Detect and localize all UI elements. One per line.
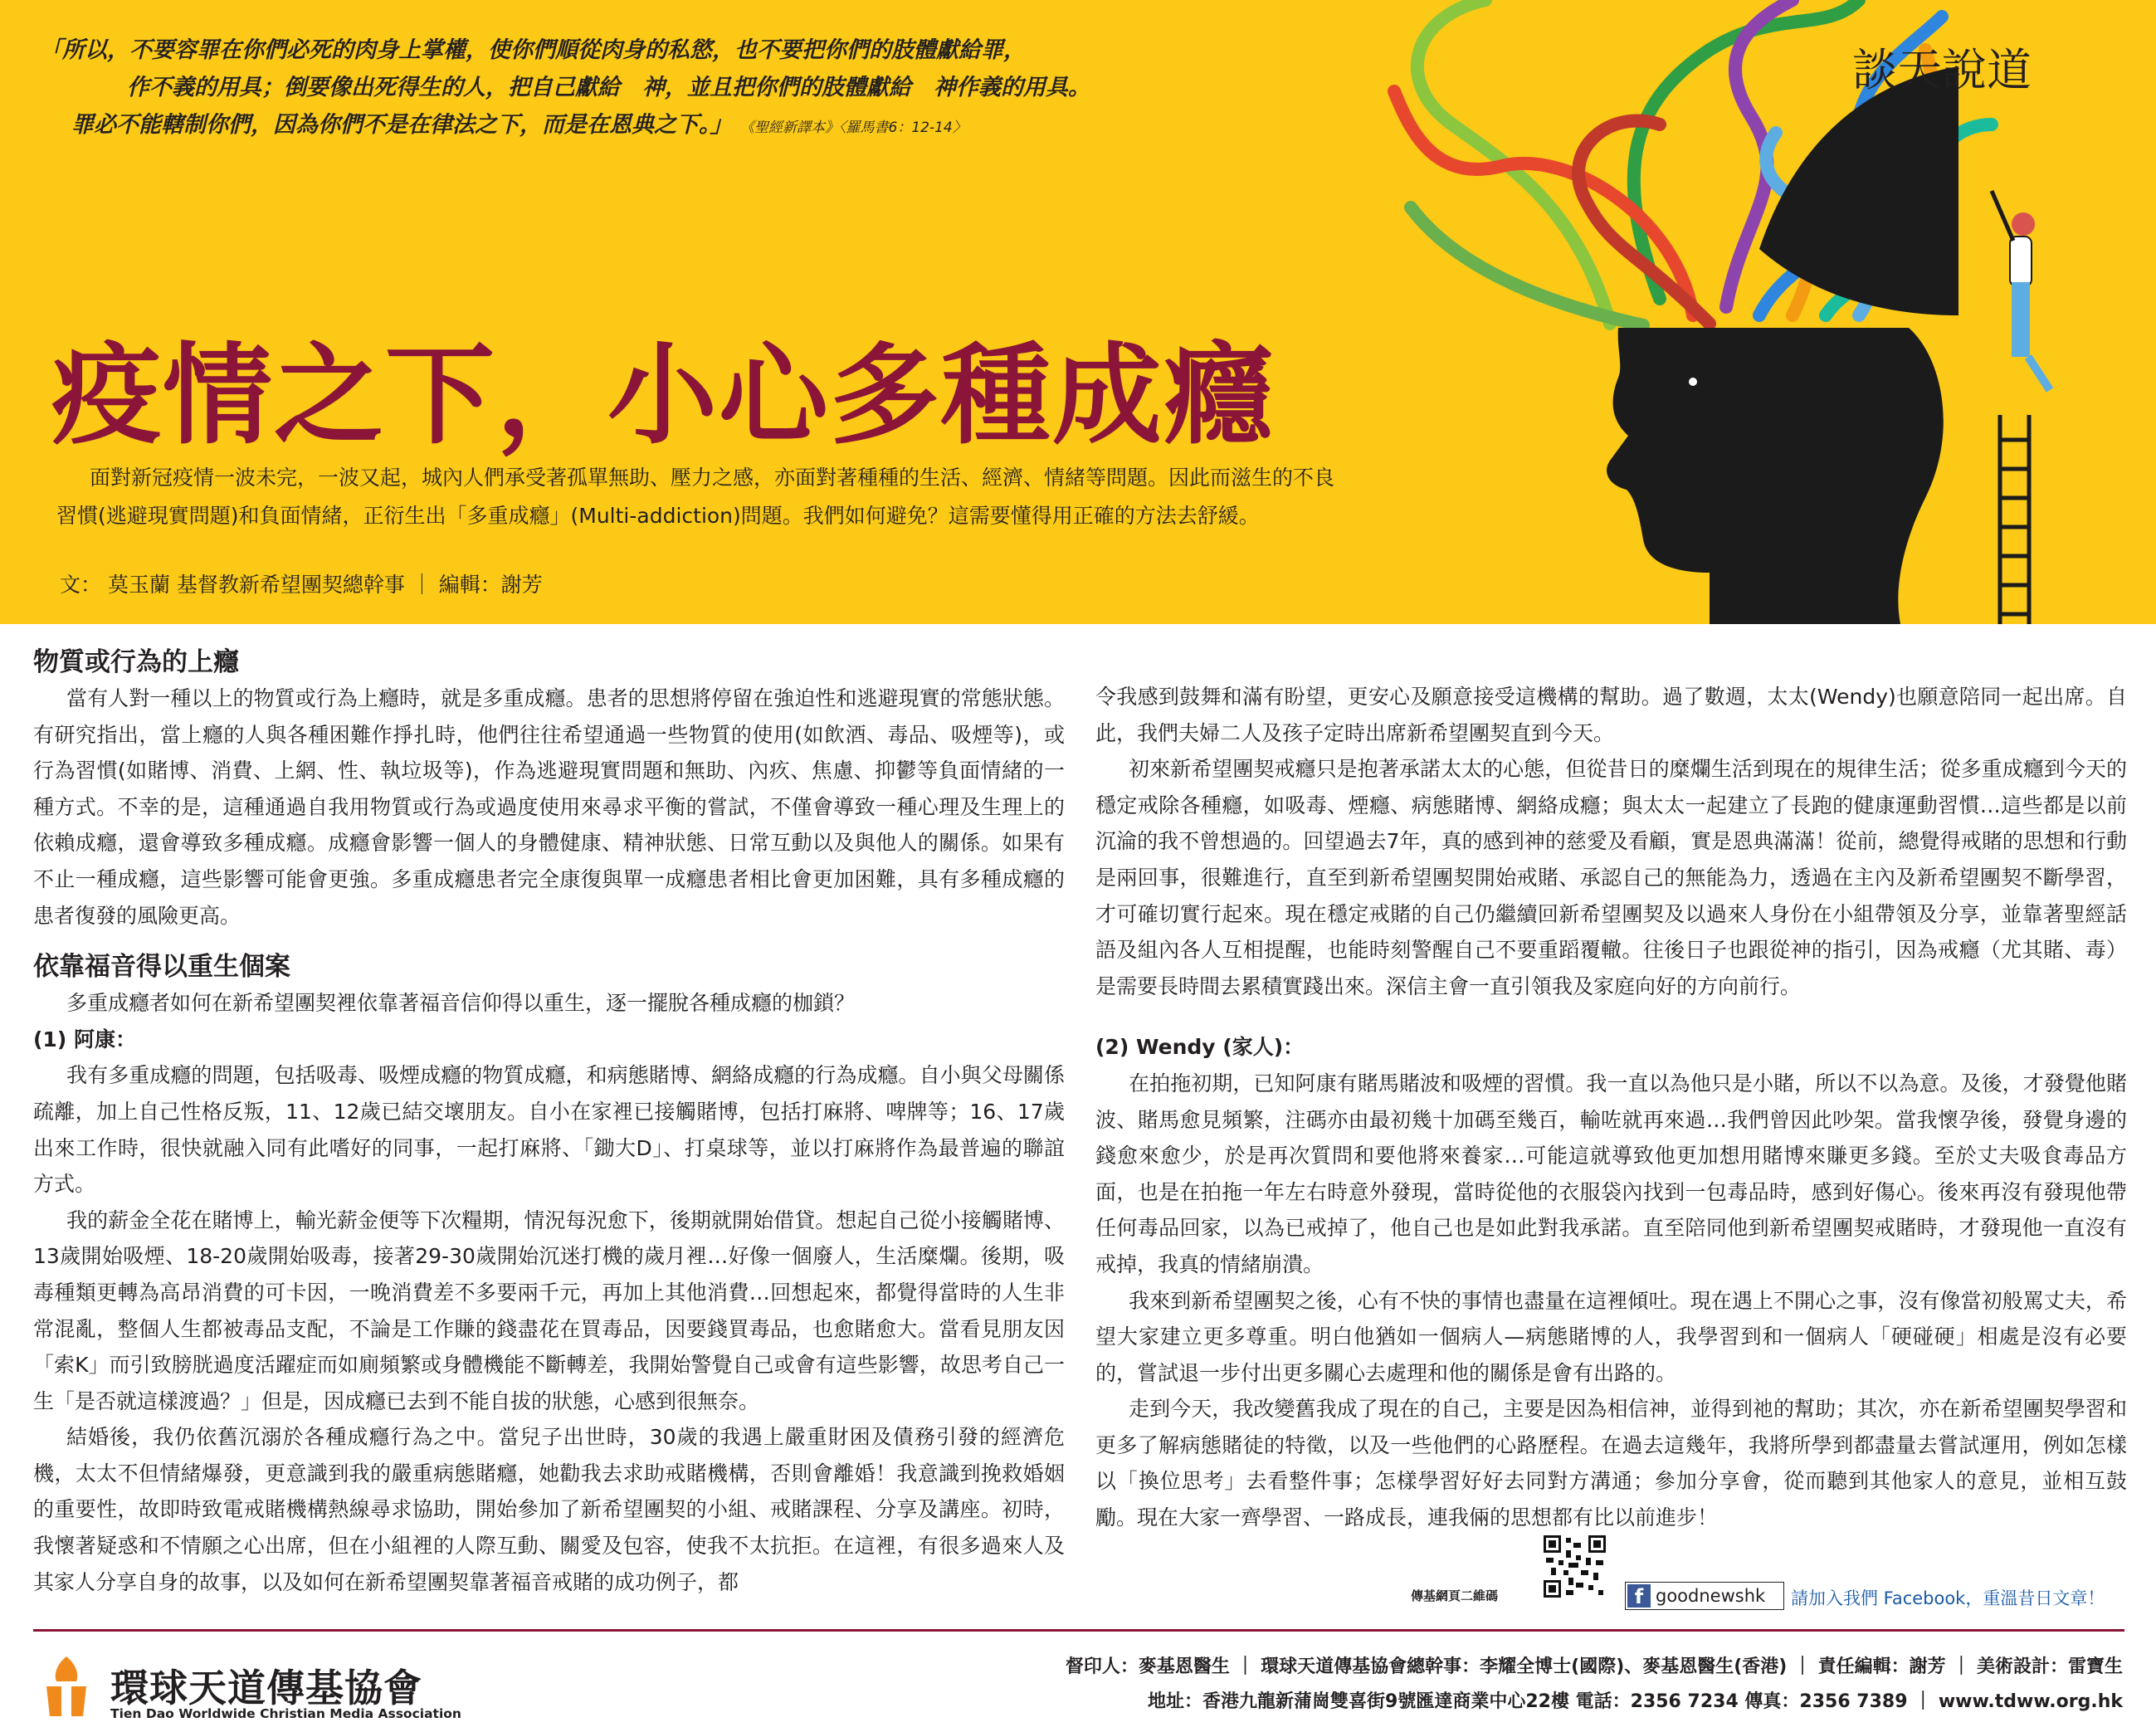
- paragraph: 令我感到鼓舞和滿有盼望，更安心及願意接受這機構的幫助。過了數週，太太(Wendy)也願意陪同一起出席。自此，我們夫婦二人及孩子定時出席新希望團契直到今天。: [1095, 685, 2127, 745]
- facebook-cta: 請加入我們 Facebook，重溫昔日文章！: [1791, 1588, 2105, 1608]
- facebook-icon: f: [1627, 1584, 1651, 1608]
- credits-line-1: 督印人：麥基恩醫生 ｜ 環球天道傳基協會總幹事：李耀全博士(國際)、麥基恩醫生(香港) ｜ 責任編輯：謝芳 ｜ 美術設計：雷寶生: [1065, 1656, 2123, 1677]
- byline: 文： 莫玉蘭 基督教新希望團契總幹事 ｜ 編輯：謝芳: [60, 573, 543, 597]
- intro-line-2: 習慣(逃避現實問題)和負面情緒，正衍生出「多重成癮」(Multi-addiction)問題。我們如何避免？這需要懂得用正確的方法去舒緩。: [56, 504, 1260, 528]
- paragraph: 我來到新希望團契之後，心有不快的事情也盡量在這裡傾吐。現在遇上不開心之事，沒有像當初般罵丈夫，希望大家建立更多尊重。明白他猶如一個病人—病態賭博的人，我學習到和一個病人「硬碰硬」相處是沒有必要的，嘗試退一步付出更多關心去處理和他的關係是會有出路的。: [1095, 1288, 2127, 1385]
- paragraph: 我有多重成癮的問題，包括吸毒、吸煙成癮的物質成癮，和病態賭博、網絡成癮的行為成癮。自小與父母關係疏離，加上自己性格反叛，11、12歲已結交壞朋友。自小在家裡已接觸賭博，包括打麻將、啤牌等；16、17歲出來工作時，很快就融入同有此嗜好的同事，一起打麻將、「鋤大D」、打桌球等，並以打麻將作為最普遍的聯誼方式。: [33, 1063, 1065, 1197]
- footer-divider: [33, 1629, 2124, 1632]
- footer-credits: [1066, 1650, 2123, 1720]
- head-illustration: [1361, 0, 2156, 624]
- paragraph: 當有人對一種以上的物質或行為上癮時，就是多重成癮。患者的思想將停留在強迫性和逃避現實的常態狀態。有研究指出，當上癮的人與各種困難作掙扎時，他們往往希望通過一些物質的使用(如飲酒、毒品、吸煙等)，或行為習慣(如賭博、消費、上網、性、執垃圾等)，作為逃避現實問題和無助、內疚、焦慮、抑鬱等負面情緒的一種方式。不幸的是，這種通過自我用物質或行為或過度使用來尋求平衡的嘗試，不僅會導致一種心理及生理上的依賴成癮，還會導致多種成癮。成癮會影響一個人的身體健康、精神狀態、日常互動以及與他人的關係。如果有不止一種成癮，這些影響可能會更強。多重成癮患者完全康復與單一成癮患者相比會更加困難，具有多種成癮的患者復發的風險更高。: [33, 686, 1065, 928]
- headline: 疫情之下，小心多種成癮: [51, 331, 1275, 460]
- paragraph: 走到今天，我改變舊我成了現在的自己，主要是因為相信神，並得到祂的幫助；其次，亦在新希望團契學習和更多了解病態賭徒的特徵，以及一些他們的心路歷程。在過去這幾年，我將所學到都盡量去嘗試運用，例如怎樣以「換位思考」去看整件事；怎樣學習好好去同對方溝通；參加分享會，從而聽到其他家人的意見，並相互鼓勵。現在大家一齊學習、一路成長，連我倆的思想都有比以前進步！: [1095, 1397, 2127, 1530]
- paragraph: 結婚後，我仍依舊沉溺於各種成癮行為之中。當兒子出世時，30歲的我遇上嚴重財困及債務引發的經濟危機，太太不但情緒爆發，更意識到我的嚴重病態賭癮，她勸我去求助戒賭機構，否則會離婚！我意識到挽救婚姻的重要性，故即時致電戒賭機構熱線尋求協助，開始參加了新希望團契的小組、戒賭課程、分享及講座。初時，我懷著疑惑和不情願之心出席，但在小組裡的人際互動、關愛及包容，使我不太抗拒。在這裡，有很多過來人及其家人分享自身的故事，以及如何在新希望團契靠著福音戒賭的成功例子，都: [33, 1425, 1065, 1594]
- qr-code-icon[interactable]: [1544, 1535, 1606, 1598]
- verse-source: 《聖經新譯本》〈羅馬書6：12-14〉: [747, 120, 967, 136]
- organization-name-en: Tien Dao Worldwide Christian Media Association: [110, 1706, 461, 1721]
- verse-line-1: 「所以，不要容罪在你們必死的肉身上掌權，使你們順從肉身的私慾，也不要把你們的肢體獻給罪，: [40, 37, 1026, 63]
- qr-label: 傳基網頁二維碼: [1411, 1588, 1499, 1603]
- paragraph: 在拍拖初期，已知阿康有賭馬賭波和吸煙的習慣。我一直以為他只是小賭，所以不以為意。及後，才發覺他賭波、賭馬愈見頻繁，注碼亦由最初幾十加碼至幾百，輸咗就再來過…我們曾因此吵架。當我懷孕後，發覺身邊的錢愈來愈少，於是再次質問和要他將來養家…可能這就導致他更加想用賭博來賺更多錢。至於丈夫吸食毒品方面，也是在拍拖一年左右時意外發現，當時從他的衣服袋內找到一包毒品時，感到好傷心。後來再沒有發現他帶任何毒品回家，以為已戒掉了，他自己也是如此對我承諾。直至陪同他到新希望團契戒賭時，才發現他一直沒有戒掉，我真的情緒崩潰。: [1095, 1071, 2127, 1276]
- verse-line-2: 作不義的用具；倒要像出死得生的人，把自己獻給 神，並且把你們的肢體獻給 神作義的用具。: [127, 75, 1090, 100]
- header-banner: [0, 0, 2156, 624]
- article-right-column: [1095, 679, 2127, 1536]
- case-label-2: (2) Wendy (家人)：: [1095, 1035, 1305, 1060]
- section-heading-2: 依靠福音得以重生個案: [33, 952, 290, 983]
- organization-name: 環球天道傳基協會: [110, 1666, 422, 1710]
- intro-paragraph: [56, 459, 1426, 535]
- paragraph: 初來新希望團契戒癮只是抱著承諾太太的心態，但從昔日的糜爛生活到現在的規律生活；從多重成癮到今天的穩定戒除各種癮，如吸毒、煙癮、病態賭博、網絡成癮；與太太一起建立了長跑的健康運動習慣…這些都是以前沉淪的我不曾想過的。回望過去7年，真的感到神的慈愛及看顧，實是恩典滿滿！從前，總覺得戒賭的思想和行動是兩回事，很難進行，直至到新希望團契開始戒賭、承認自己的無能為力，透過在主內及新希望團契不斷學習，才可確切實行起來。現在穩定戒賭的自己仍繼續回新希望團契及以過來人身份在小組帶領及分享，並靠著聖經話語及組內各人互相提醒，也能時刻警醒自己不要重蹈覆轍。往後日子也跟從神的指引，因為戒癮（尤其賭、毒）是需要長時間去累積實踐出來。深信主會一直引領我及家庭向好的方向前行。: [1095, 757, 2127, 998]
- intro-line-1: 面對新冠疫情一波未完，一波又起，城內人們承受著孤單無助、壓力之感，亦面對著種種的生活、經濟、情緒等問題。因此而滋生的不良: [90, 466, 1335, 490]
- section-heading-1: 物質或行為的上癮: [33, 647, 239, 677]
- paragraph: 我的薪金全花在賭博上，輸光薪金便等下次糧期，情況每況愈下，後期就開始借貸。想起自己從小接觸賭博、13歲開始吸煙、18-20歲開始吸毒，接著29-30歲開始沉迷打機的歲月裡…好像一個廢人，生活糜爛。後期，吸毒種類更轉為高昂消費的可卡因，一晚消費差不多要兩千元，再加上其他消費…回想起來，都覺得當時的人生非常混亂，整個人生都被毒品支配，不論是工作賺的錢盡花在買毒品，因要錢買毒品，也愈賭愈大。當看見朋友因「索K」而引致膀胱過度活躍症而如廁頻繁或身體機能不斷轉差，我開始警覺自己或會有這些影響，故思考自己一生「是否就這樣渡過？」但是，因成癮已去到不能自拔的狀態，心感到很無奈。: [33, 1208, 1065, 1413]
- verse-line-3: 罪必不能轄制你們，因為你們不是在律法之下，而是在恩典之下。」: [71, 112, 733, 138]
- scripture-quote: [40, 32, 1451, 147]
- credits-line-2: 地址：香港九龍新蒲崗雙喜街9號匯達商業中心22樓 電話：2356 7234 傳真：2356 7389 ｜ www.tdww.org.hk: [1148, 1691, 2123, 1712]
- social-links: [1411, 1535, 2124, 1610]
- facebook-handle: goodnewshk: [1656, 1586, 1766, 1606]
- article-left-column: [33, 644, 1065, 1600]
- organization-logo-icon: [33, 1651, 100, 1718]
- paragraph: 多重成癮者如何在新希望團契裡依靠著福音信仰得以重生，逐一擺脫各種成癮的枷鎖？: [66, 991, 856, 1016]
- facebook-badge[interactable]: [1625, 1582, 1784, 1610]
- column-logo: 談天說道: [1852, 44, 2032, 96]
- case-label-1: (1) 阿康：: [33, 1027, 136, 1051]
